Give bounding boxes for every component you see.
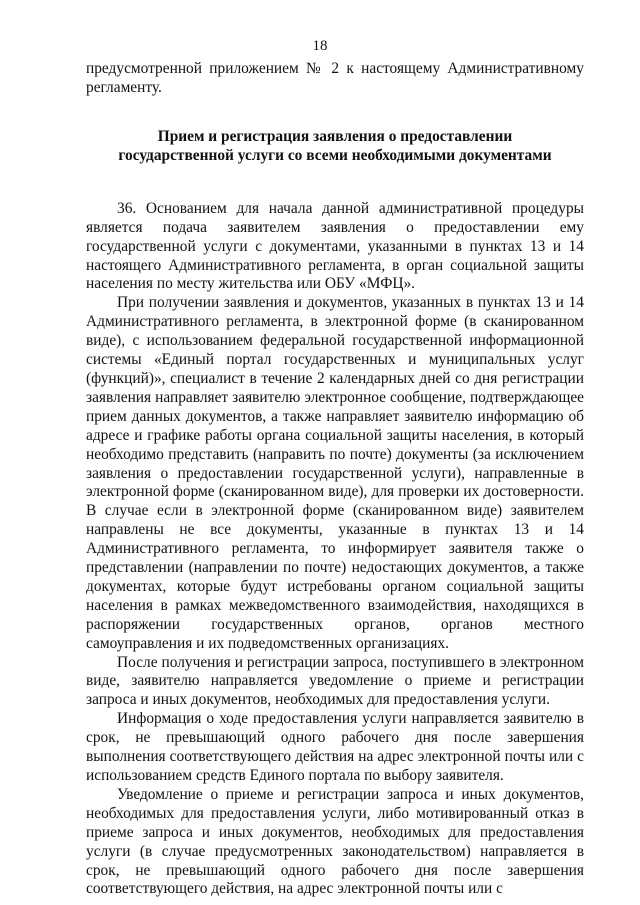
section-heading [86, 127, 584, 165]
page-body [86, 60, 584, 899]
paragraph-electronic-submission: При получении заявления и документов, указанных в пунктах 13 и 14 Административного регламента, в электронной форме (в сканированном виде), с использованием федеральной государственной информационной системы «Единый портал государственных и муниципальных услуг (функций)», специалист в течение 2 календарных дней со дня регистрации заявления направляет заявителю электронное сообщение, подтверждающее прием данных документов, а также направляет заявителю информацию об адресе и графике работы органа социальной защиты населения, в который необходимо представить (направить по почте) документы (за исключением заявления о предоставлении государственной услуги), направленные в электронной форме (сканированном виде), для проверки их достоверности. В случае если в электронной форме (сканированном виде) заявителем направлены не все документы, указанные в пунктах 13 и 14 Административного регламента, то информирует заявителя также о представлении (направлении по почте) недостающих документов, а также документах, которые будут истребованы органом социальной защиты населения в рамках межведомственного взаимодействия, находящихся в распоряжении государственных органов, органов местного самоуправления и их подведомственных организациях. [86, 294, 584, 652]
paragraph-acknowledgement: Уведомление о приеме и регистрации запроса и иных документов, необходимых для предоставления услуги, либо мотивированный отказ в приеме запроса и иных документов, необходимых для предоставления услуги (в случае предусмотренных законодательством) направляется в срок, не превышающий одного рабочего дня после завершения соответствующего действия, на адрес электронной почты или с [86, 785, 584, 898]
section-heading-line-2: государственной услуги со всеми необходимыми документами [118, 146, 552, 164]
continuation-paragraph: предусмотренной приложением № 2 к настоящему Административному регламенту. [86, 60, 584, 96]
paragraph-36: 36. Основанием для начала данной административной процедуры является подача заявителем заявления о предоставлении ему государственной услуги с документами, указанными в пунктах 13 и 14 настоящего Административного регламента, в орган социальной защиты населения по месту жительства или ОБУ «МФЦ». [86, 199, 584, 293]
paragraph-progress-info: Информация о ходе предоставления услуги направляется заявителю в срок, не превышающий одного рабочего дня после завершения выполнения соответствующего действия на адрес электронной почты или с использованием средств Единого портала по выбору заявителя. [86, 710, 584, 784]
section-heading-line-1: Прием и регистрация заявления о предоставлении [157, 127, 513, 145]
paragraph-notification: После получения и регистрации запроса, поступившего в электронном виде, заявителю направляется уведомление о приеме и регистрации запроса и иных документов, необходимых для предоставления услуги. [86, 653, 584, 709]
page-number: 18 [312, 38, 328, 54]
